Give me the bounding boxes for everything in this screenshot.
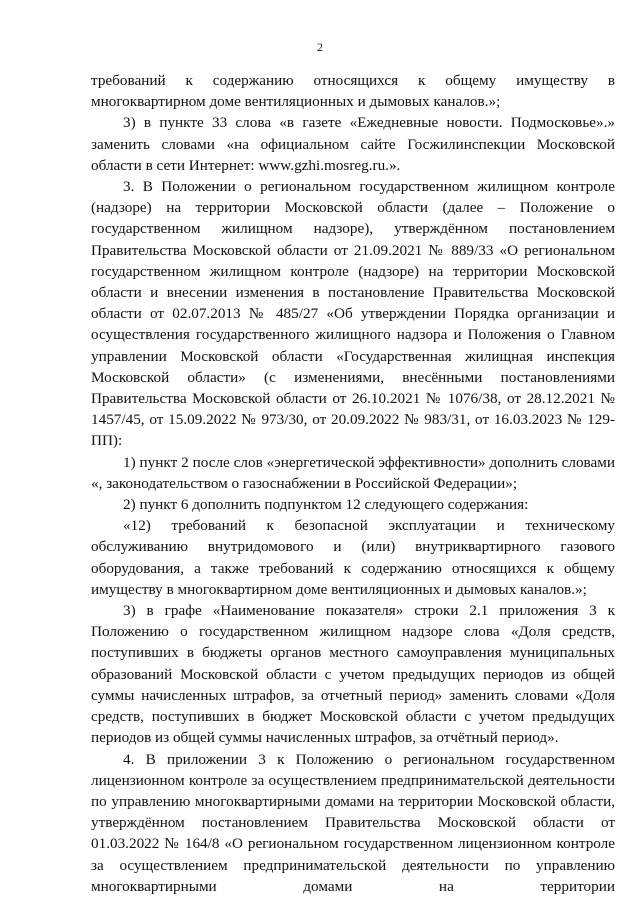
paragraph-item-2: 2) пункт 6 дополнить подпунктом 12 следующего содержания: (123, 496, 529, 514)
paragraph-subitem-12: «12) требований к безопасной эксплуатации и техническому обслуживанию внутридомового и (или) внутриквартирного газового оборудования, а также требований к содержанию относящихся к общему имуществу в многоквартирном доме вентиляционных и дымовых каналов.»; (91, 517, 615, 598)
paragraph-section-3: 3. В Положении о региональном государственном жилищном контроле (надзоре) на территории Московской области (далее – Положение о государственном жилищном надзоре), утверждённом постановлением Правительства Московской области от 21.09.2021 № 889/33 «О региональном государственном жилищном контроле (надзоре) на территории Московской области и внесении изменения в постановление Правительства Московской области от 02.07.2013 № 485/27 «Об утверждении Порядка организации и осуществления государственного жилищного надзора и Положения о Главном управлении Московской области «Государственная жилищная инспекция Московской области» (с изменениями, внесёнными постановлениями Правительства Московской области от 26.10.2021 № 1076/38, от 28.12.2021 № 1457/45, от 15.09.2022 № 973/30, от 20.09.2022 № 983/31, от 16.03.2023 № 129-ПП): (91, 178, 615, 450)
page-number: 2 (317, 40, 323, 54)
paragraph-item-3: 3) в графе «Наименование показателя» строки 2.1 приложения 3 к Положению о государственном жилищном надзоре слова «Доля средств, поступивших в бюджеты органов местного самоуправления муниципальных образований Московской области с учетом предыдущих периодов из общей суммы начисленных штрафов, за отчетный период» заменить словами «Доля средств, поступивших в бюджет Московской области с учетом предыдущих периодов из общей суммы начисленных штрафов, за отчётный период». (91, 602, 615, 747)
paragraph-continuation: требований к содержанию относящихся к общему имуществу в многоквартирном доме вентиляционных и дымовых каналов.»; (91, 72, 615, 111)
document-body (91, 70, 615, 897)
paragraph-section-4: 4. В приложении 3 к Положению о региональном государственном лицензионном контроле за осуществлением предпринимательской деятельности по управлению многоквартирными домами на территории Московской области, утверждённом постановлением Правительства Московской области от 01.03.2022 № 164/8 «О региональном государственном лицензионном контроле за осуществлением предпринимательской деятельности по управлению многоквартирными домами на территории (91, 750, 615, 895)
paragraph-item-1: 1) пункт 2 после слов «энергетической эффективности» дополнить словами «, законодательством о газоснабжении в Российской Федерации»; (91, 453, 615, 492)
paragraph-item-3-point-33: 3) в пункте 33 слова «в газете «Ежедневные новости. Подмосковье».» заменить словами «на официальном сайте Госжилинспекции Московской области в сети Интернет: www.gzhi.mosreg.ru.». (91, 114, 615, 174)
